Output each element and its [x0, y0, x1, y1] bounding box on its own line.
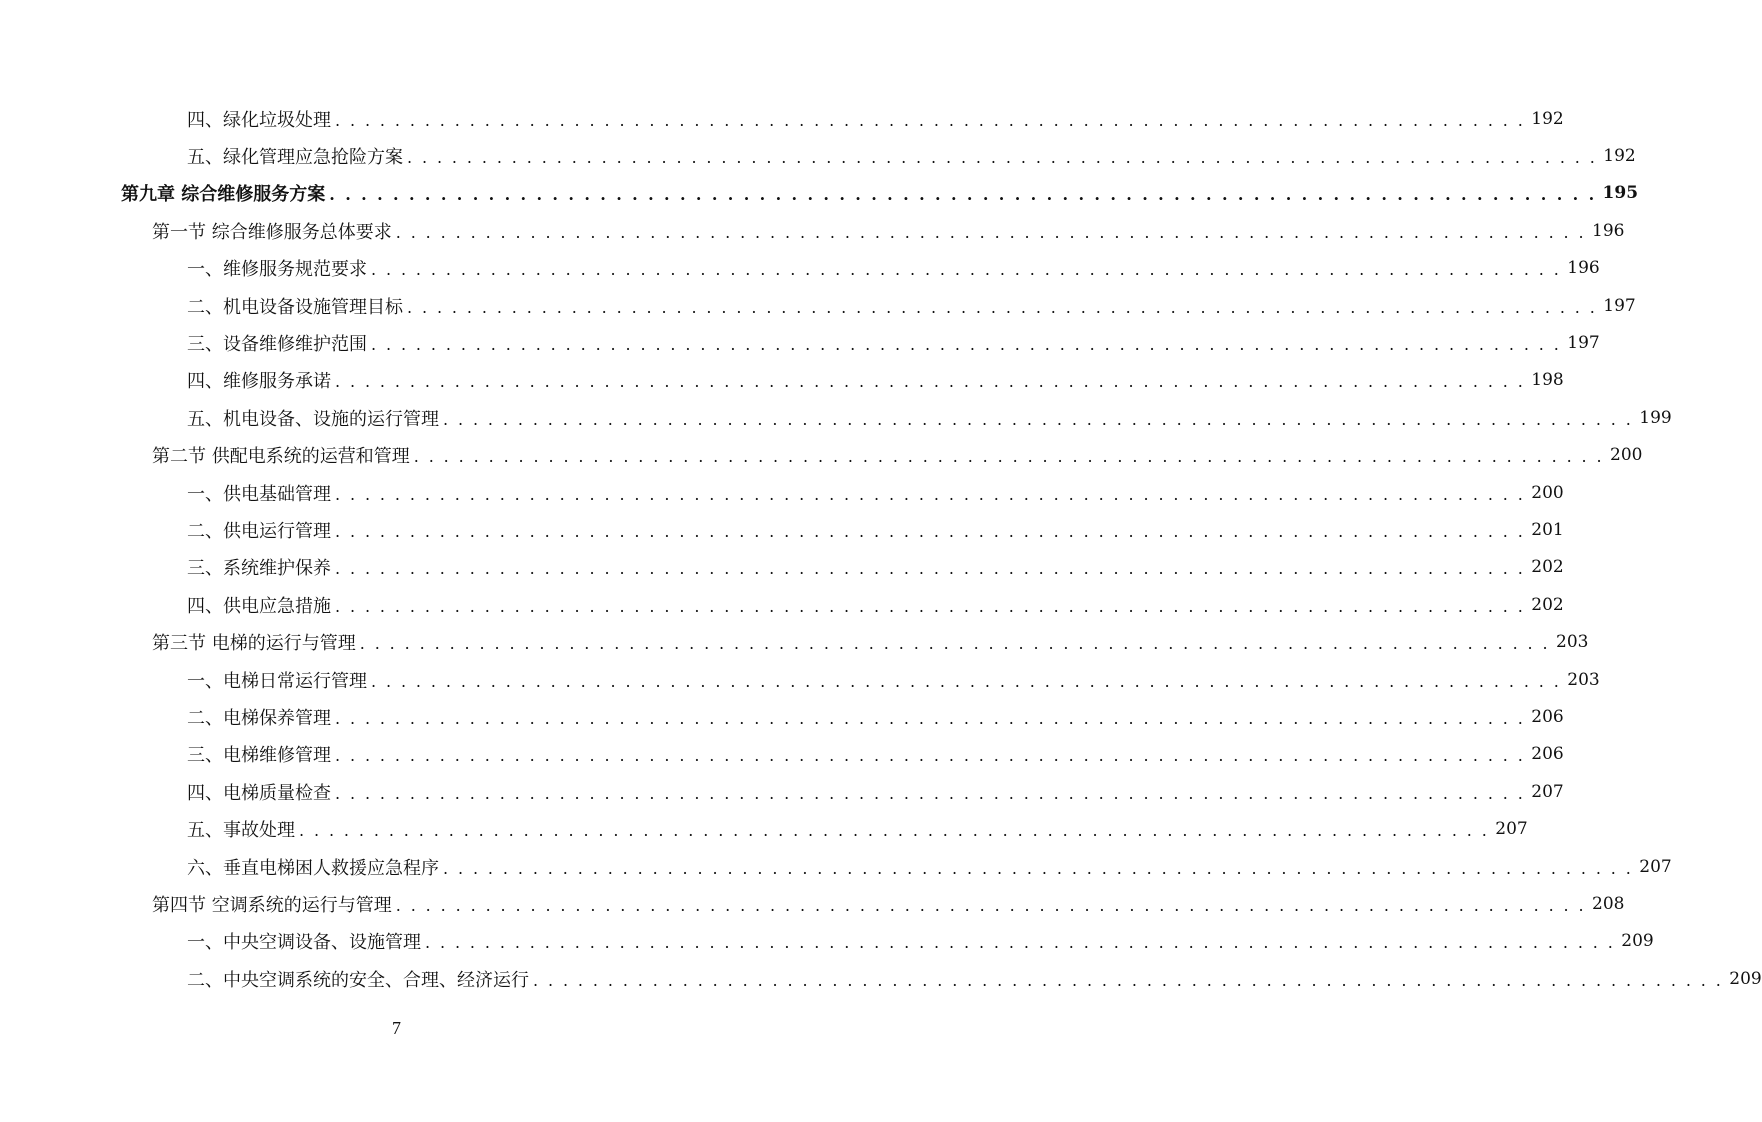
toc-section-entry[interactable] [0, 885, 1625, 922]
toc-subsection-entry[interactable] [0, 137, 1636, 174]
toc-entry-title: 四、维修服务承诺 [187, 371, 331, 393]
toc-dot-leader: . . . . . . . . . . . . . . . . . . . . . . . . . . . . . . . . . . . . . . . . . . . . . . . . . . . . . . . . . . . . . . . . . . . . . . . . . . . . . . . . [335, 484, 1526, 504]
toc-dot-leader: . . . . . . . . . . . . . . . . . . . . . . . . . . . . . . . . . . . . . . . . . . . . . . . . . . . . . . . . . . . . . . . . . . . . . . . . . . . . . . . . [335, 783, 1526, 803]
toc-dot-leader: . . . . . . . . . . . . . . . . . . . . . . . . . . . . . . . . . . . . . . . . . . . . . . . . . . . . . . . . . . . . . . . . . . . . . . . . . . . . . . . . [329, 185, 1597, 205]
toc-entry-title: 第二节 供配电系统的运营和管理 [152, 446, 410, 468]
toc-subsection-entry[interactable] [0, 549, 1564, 586]
page-number: 7 [392, 1018, 401, 1038]
toc-entry-title: 二、机电设备设施管理目标 [187, 296, 403, 318]
toc-entry-title: 二、电梯保养管理 [187, 707, 331, 729]
toc-entry-page-number: 198 [1531, 370, 1564, 391]
toc-subsection-entry[interactable] [0, 586, 1564, 623]
toc-subsection-entry[interactable] [0, 810, 1528, 847]
toc-dot-leader: . . . . . . . . . . . . . . . . . . . . . . . . . . . . . . . . . . . . . . . . . . . . . . . . . . . . . . . . . . . . . . . . . . . . . . . . . . . . . . . . [413, 447, 1604, 467]
toc-entry-title: 一、中央空调设备、设施管理 [187, 932, 421, 954]
toc-subsection-entry[interactable] [0, 250, 1600, 287]
toc-dot-leader: . . . . . . . . . . . . . . . . . . . . . . . . . . . . . . . . . . . . . . . . . . . . . . . . . . . . . . . . . . . . . . . . . . . . . . . . . . . . . . . . [335, 708, 1526, 728]
toc-entry-title: 五、绿化管理应急抢险方案 [187, 147, 403, 169]
toc-entry-title: 二、中央空调系统的安全、合理、经济运行 [187, 969, 529, 991]
toc-entry-page-number: 203 [1567, 669, 1600, 690]
toc-dot-leader: . . . . . . . . . . . . . . . . . . . . . . . . . . . . . . . . . . . . . . . . . . . . . . . . . . . . . . . . . . . . . . . . . . . . . . . . . . . . . . . . [335, 521, 1526, 541]
toc-section-entry[interactable] [0, 212, 1625, 249]
toc-subsection-entry[interactable] [0, 474, 1564, 511]
toc-entry-title: 三、电梯维修管理 [187, 745, 331, 767]
toc-dot-leader: . . . . . . . . . . . . . . . . . . . . . . . . . . . . . . . . . . . . . . . . . . . . . . . . . . . . . . . . . . . . . . . . . . . . . . . . . . . . . . . . [371, 260, 1562, 280]
toc-entry-page-number: 208 [1592, 893, 1625, 914]
toc-entry-page-number: 195 [1602, 183, 1639, 204]
toc-entry-page-number: 201 [1531, 519, 1564, 540]
toc-entry-page-number: 209 [1621, 931, 1654, 952]
toc-chapter-entry[interactable] [0, 175, 1639, 212]
toc-dot-leader: . . . . . . . . . . . . . . . . . . . . . . . . . . . . . . . . . . . . . . . . . . . . . . . . . . . . . . . . . . . . . . . . . . . . . . . . . . . . . . . . [443, 858, 1634, 878]
toc-entry-title: 一、维修服务规范要求 [187, 259, 367, 281]
toc-subsection-entry[interactable] [0, 661, 1600, 698]
toc-entry-title: 五、事故处理 [187, 820, 295, 842]
toc-dot-leader: . . . . . . . . . . . . . . . . . . . . . . . . . . . . . . . . . . . . . . . . . . . . . . . . . . . . . . . . . . . . . . . . . . . . . . . . . . . . . . . . [395, 895, 1586, 915]
toc-entry-page-number: 199 [1639, 407, 1672, 428]
toc-entry-page-number: 196 [1592, 220, 1625, 241]
toc-entry-title: 第三节 电梯的运行与管理 [152, 633, 356, 655]
toc-entry-page-number: 206 [1531, 706, 1564, 727]
toc-dot-leader: . . . . . . . . . . . . . . . . . . . . . . . . . . . . . . . . . . . . . . . . . . . . . . . . . . . . . . . . . . . . . . . . . . . . . . . . . . . . . . . . [299, 821, 1490, 841]
toc-section-entry[interactable] [0, 623, 1589, 660]
toc-entry-page-number: 197 [1567, 333, 1600, 354]
toc-entry-title: 第一节 综合维修服务总体要求 [152, 221, 392, 243]
toc-subsection-entry[interactable] [0, 511, 1564, 548]
toc-dot-leader: . . . . . . . . . . . . . . . . . . . . . . . . . . . . . . . . . . . . . . . . . . . . . . . . . . . . . . . . . . . . . . . . . . . . . . . . . . . . . . . . [335, 559, 1526, 579]
toc-entry-page-number: 207 [1531, 781, 1564, 802]
toc-entry-page-number: 203 [1556, 632, 1589, 653]
toc-dot-leader: . . . . . . . . . . . . . . . . . . . . . . . . . . . . . . . . . . . . . . . . . . . . . . . . . . . . . . . . . . . . . . . . . . . . . . . . . . . . . . . . [335, 110, 1526, 130]
toc-subsection-entry[interactable] [0, 100, 1564, 137]
toc-entry-title: 四、供电应急措施 [187, 595, 331, 617]
toc-subsection-entry[interactable] [0, 923, 1654, 960]
toc-dot-leader: . . . . . . . . . . . . . . . . . . . . . . . . . . . . . . . . . . . . . . . . . . . . . . . . . . . . . . . . . . . . . . . . . . . . . . . . . . . . . . . . [371, 335, 1562, 355]
toc-entry-page-number: 197 [1603, 295, 1636, 316]
toc-dot-leader: . . . . . . . . . . . . . . . . . . . . . . . . . . . . . . . . . . . . . . . . . . . . . . . . . . . . . . . . . . . . . . . . . . . . . . . . . . . . . . . . [335, 596, 1526, 616]
toc-entry-page-number: 209 [1729, 968, 1762, 989]
toc-subsection-entry[interactable] [0, 287, 1636, 324]
toc-entry-title: 三、系统维护保养 [187, 558, 331, 580]
toc-entry-page-number: 192 [1603, 146, 1636, 167]
toc-entry-page-number: 202 [1531, 557, 1564, 578]
toc-entry-page-number: 207 [1639, 856, 1672, 877]
toc-entry-title: 三、设备维修维护范围 [187, 334, 367, 356]
toc-dot-leader: . . . . . . . . . . . . . . . . . . . . . . . . . . . . . . . . . . . . . . . . . . . . . . . . . . . . . . . . . . . . . . . . . . . . . . . . . . . . . . . . [533, 970, 1724, 990]
toc-dot-leader: . . . . . . . . . . . . . . . . . . . . . . . . . . . . . . . . . . . . . . . . . . . . . . . . . . . . . . . . . . . . . . . . . . . . . . . . . . . . . . . . [335, 372, 1526, 392]
toc-entry-page-number: 200 [1531, 482, 1564, 503]
toc-dot-leader: . . . . . . . . . . . . . . . . . . . . . . . . . . . . . . . . . . . . . . . . . . . . . . . . . . . . . . . . . . . . . . . . . . . . . . . . . . . . . . . . [407, 297, 1598, 317]
toc-dot-leader: . . . . . . . . . . . . . . . . . . . . . . . . . . . . . . . . . . . . . . . . . . . . . . . . . . . . . . . . . . . . . . . . . . . . . . . . . . . . . . . . [371, 671, 1562, 691]
toc-entry-title: 第九章 综合维修服务方案 [121, 184, 326, 206]
toc-entry-title: 一、供电基础管理 [187, 483, 331, 505]
toc-entry-page-number: 192 [1531, 108, 1564, 129]
toc-subsection-entry[interactable] [0, 960, 1762, 997]
toc-subsection-entry[interactable] [0, 362, 1564, 399]
toc-section-entry[interactable] [0, 437, 1643, 474]
toc-entry-title: 六、垂直电梯困人救援应急程序 [187, 857, 439, 879]
toc-entry-title: 一、电梯日常运行管理 [187, 670, 367, 692]
toc-dot-leader: . . . . . . . . . . . . . . . . . . . . . . . . . . . . . . . . . . . . . . . . . . . . . . . . . . . . . . . . . . . . . . . . . . . . . . . . . . . . . . . . [359, 634, 1550, 654]
toc-entry-page-number: 206 [1531, 744, 1564, 765]
toc-entry-page-number: 200 [1610, 445, 1643, 466]
toc-dot-leader: . . . . . . . . . . . . . . . . . . . . . . . . . . . . . . . . . . . . . . . . . . . . . . . . . . . . . . . . . . . . . . . . . . . . . . . . . . . . . . . . [425, 933, 1616, 953]
toc-subsection-entry[interactable] [0, 773, 1564, 810]
toc-subsection-entry[interactable] [0, 324, 1600, 361]
toc-subsection-entry[interactable] [0, 399, 1672, 436]
toc-entry-page-number: 196 [1567, 258, 1600, 279]
toc-entry-title: 四、绿化垃圾处理 [187, 109, 331, 131]
toc-entry-title: 四、电梯质量检查 [187, 782, 331, 804]
toc-subsection-entry[interactable] [0, 848, 1672, 885]
toc-dot-leader: . . . . . . . . . . . . . . . . . . . . . . . . . . . . . . . . . . . . . . . . . . . . . . . . . . . . . . . . . . . . . . . . . . . . . . . . . . . . . . . . [335, 746, 1526, 766]
table-of-contents [0, 100, 1762, 997]
toc-dot-leader: . . . . . . . . . . . . . . . . . . . . . . . . . . . . . . . . . . . . . . . . . . . . . . . . . . . . . . . . . . . . . . . . . . . . . . . . . . . . . . . . [443, 409, 1634, 429]
toc-subsection-entry[interactable] [0, 698, 1564, 735]
toc-entry-title: 二、供电运行管理 [187, 520, 331, 542]
toc-dot-leader: . . . . . . . . . . . . . . . . . . . . . . . . . . . . . . . . . . . . . . . . . . . . . . . . . . . . . . . . . . . . . . . . . . . . . . . . . . . . . . . . [407, 148, 1598, 168]
toc-dot-leader: . . . . . . . . . . . . . . . . . . . . . . . . . . . . . . . . . . . . . . . . . . . . . . . . . . . . . . . . . . . . . . . . . . . . . . . . . . . . . . . . [395, 222, 1586, 242]
toc-entry-title: 五、机电设备、设施的运行管理 [187, 408, 439, 430]
toc-entry-page-number: 207 [1495, 819, 1528, 840]
toc-entry-title: 第四节 空调系统的运行与管理 [152, 894, 392, 916]
toc-subsection-entry[interactable] [0, 736, 1564, 773]
toc-entry-page-number: 202 [1531, 594, 1564, 615]
